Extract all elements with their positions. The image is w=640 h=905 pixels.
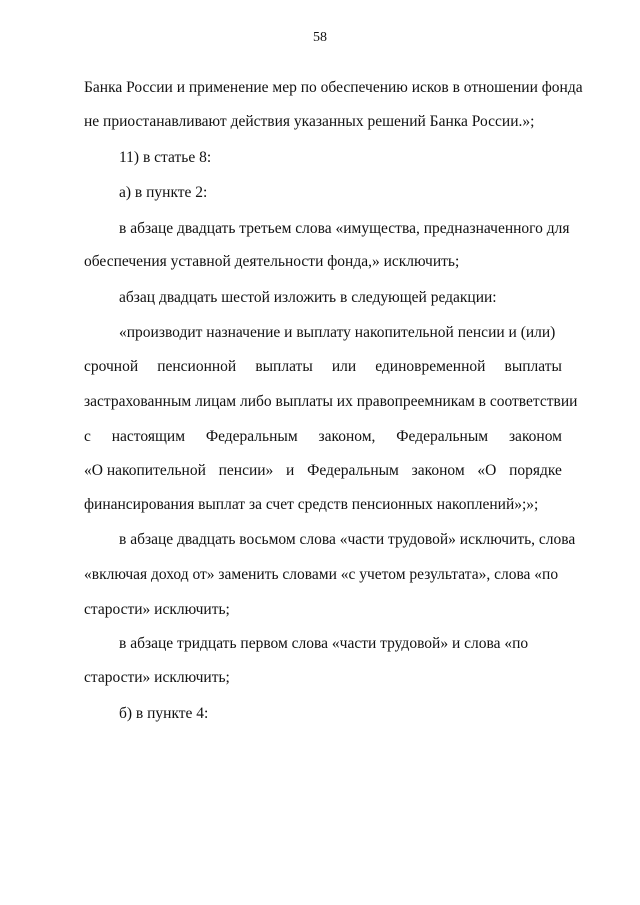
word: и (286, 462, 295, 479)
text-line-18: старости» исключить; (84, 669, 230, 686)
word: выплаты (255, 358, 313, 375)
word: настоящим (111, 428, 185, 445)
quote-line-3: застрахованным лицам либо выплаты их правопреемникам в соответствии (84, 393, 578, 410)
quote-line-6: финансирования выплат за счет средств пенсионных накоплений»;»; (84, 496, 539, 513)
quote-line-4 (84, 427, 562, 447)
text-line-17: в абзаце тридцать первом слова «части трудовой» и слова «по (119, 635, 529, 652)
page-number: 58 (313, 30, 327, 45)
word: «О (477, 462, 497, 479)
word: законом (411, 462, 465, 479)
text-line-16: старости» исключить; (84, 601, 230, 618)
word: или (331, 358, 357, 375)
word: единовременной (375, 358, 486, 375)
text-line-2: не приостанавливают действия указанных решений Банка России.»; (84, 113, 535, 130)
word: пенсии» (218, 462, 274, 479)
word: Федеральным (307, 462, 399, 479)
word: Федеральным (396, 428, 489, 445)
word: пенсионной (157, 358, 237, 375)
word: «О накопительной (84, 462, 206, 479)
text-line-14: в абзаце двадцать восьмом слова «части трудовой» исключить, слова (119, 531, 576, 548)
text-line-7: абзац двадцать шестой изложить в следующей редакции: (119, 289, 497, 306)
list-item-11: 11) в статье 8: (119, 149, 212, 166)
text-line-6: обеспечения уставной деятельности фонда,» исключить; (84, 253, 460, 270)
word: Федеральным (205, 428, 298, 445)
word: срочной (84, 358, 139, 375)
quote-line-5 (84, 461, 562, 481)
quote-line-1: «производит назначение и выплату накопительной пенсии и (или) (119, 324, 556, 341)
word: законом, (318, 428, 376, 445)
text-line-15: «включая доход от» заменить словами «с учетом результата», слова «по (84, 566, 559, 583)
word: порядке (509, 462, 562, 479)
word: с (84, 428, 91, 445)
quote-line-2 (84, 357, 562, 377)
list-item-a: а) в пункте 2: (119, 184, 208, 201)
text-line-1: Банка России и применение мер по обеспечению исков в отношении фонда (84, 79, 583, 96)
list-item-b: б) в пункте 4: (119, 705, 209, 722)
text-line-5: в абзаце двадцать третьем слова «имущества, предназначенного для (119, 220, 570, 237)
word: законом (508, 428, 562, 445)
word: выплаты (504, 358, 562, 375)
